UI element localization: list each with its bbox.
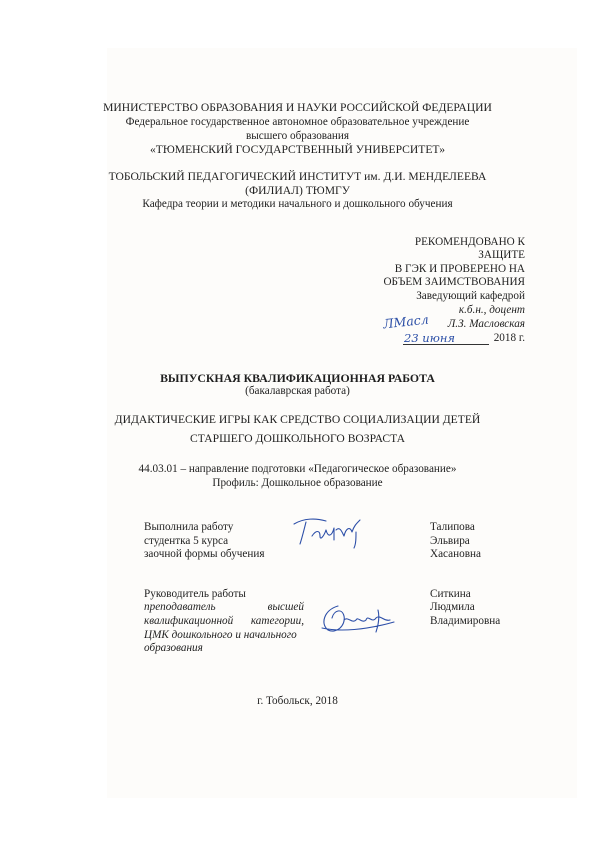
supervisor-patronymic: Владимировна [430,615,501,627]
supervisor-position-line3: ЦМК дошкольного и начального [144,629,297,641]
supervisor-role: Руководитель работы [144,588,246,600]
student-first-name: Эльвира [430,535,470,547]
institute-name-line2: (ФИЛИАЛ) ТЮМГУ [245,184,350,197]
student-role-line1: Выполнила работу [144,521,234,533]
approval-line-3: В ГЭК И ПРОВЕРЕНО НА [394,263,525,275]
ministry-name: МИНИСТЕРСТВО ОБРАЗОВАНИЯ И НАУКИ РОССИЙСКОЙ ФЕДЕРАЦИИ [103,101,492,114]
student-role-line2: студентка 5 курса [144,535,229,547]
approval-signatory: Л.З. Масловская [447,318,525,330]
approval-line-5: Заведующий кафедрой [416,290,525,302]
work-type: ВЫПУСКНАЯ КВАЛИФИКАЦИОННАЯ РАБОТА [160,371,435,385]
supervisor-signature [318,600,398,636]
student-surname: Талипова [430,521,475,533]
approval-degree: к.б.н., доцент [458,304,525,316]
approval-line-2: ЗАЩИТЕ [478,249,525,261]
supervisor-position-line2: квалификационной категории, [144,615,304,627]
university-name: «ТЮМЕНСКИЙ ГОСУДАРСТВЕННЫЙ УНИВЕРСИТЕТ» [149,143,446,156]
study-profile: Профиль: Дошкольное образование [212,477,383,489]
place-and-year: г. Тобольск, 2018 [257,695,338,707]
department-name: Кафедра теории и методики начального и дошкольного обучения [142,198,453,210]
institute-name-line1: ТОБОЛЬСКИЙ ПЕДАГОГИЧЕСКИЙ ИНСТИТУТ им. Д.И. МЕНДЕЛЕЕВА [108,170,487,183]
approval-line-1: РЕКОМЕНДОВАНО К [414,236,525,248]
work-title-line2: СТАРШЕГО ДОШКОЛЬНОГО ВОЗРАСТА [190,432,405,445]
institution-type-line1: Федеральное государственное автономное образовательное учреждение [125,116,470,128]
supervisor-position-line4: образования [144,642,203,654]
student-role-line3: заочной формы обучения [144,548,265,560]
approval-date-handwritten: 23 июня [404,331,456,345]
approval-signature: ЛМасл [382,311,430,332]
approval-year: 2018 г. [493,332,525,344]
approval-line-4: ОБЪЕМ ЗАИМСТВОВАНИЯ [383,276,525,288]
work-title-line1: ДИДАКТИЧЕСКИЕ ИГРЫ КАК СРЕДСТВО СОЦИАЛИЗАЦИИ ДЕТЕЙ [114,413,481,426]
supervisor-first-name: Людмила [430,601,475,613]
student-signature [290,514,370,548]
work-subtype: (бакалаврская работа) [245,385,350,397]
supervisor-surname: Ситкина [430,588,471,600]
study-direction: 44.03.01 – направление подготовки «Педагогическое образование» [138,463,457,475]
student-patronymic: Хасановна [430,548,481,560]
institution-type-line2: высшего образования [245,130,350,142]
supervisor-position-line1: преподаватель высшей [144,601,304,613]
